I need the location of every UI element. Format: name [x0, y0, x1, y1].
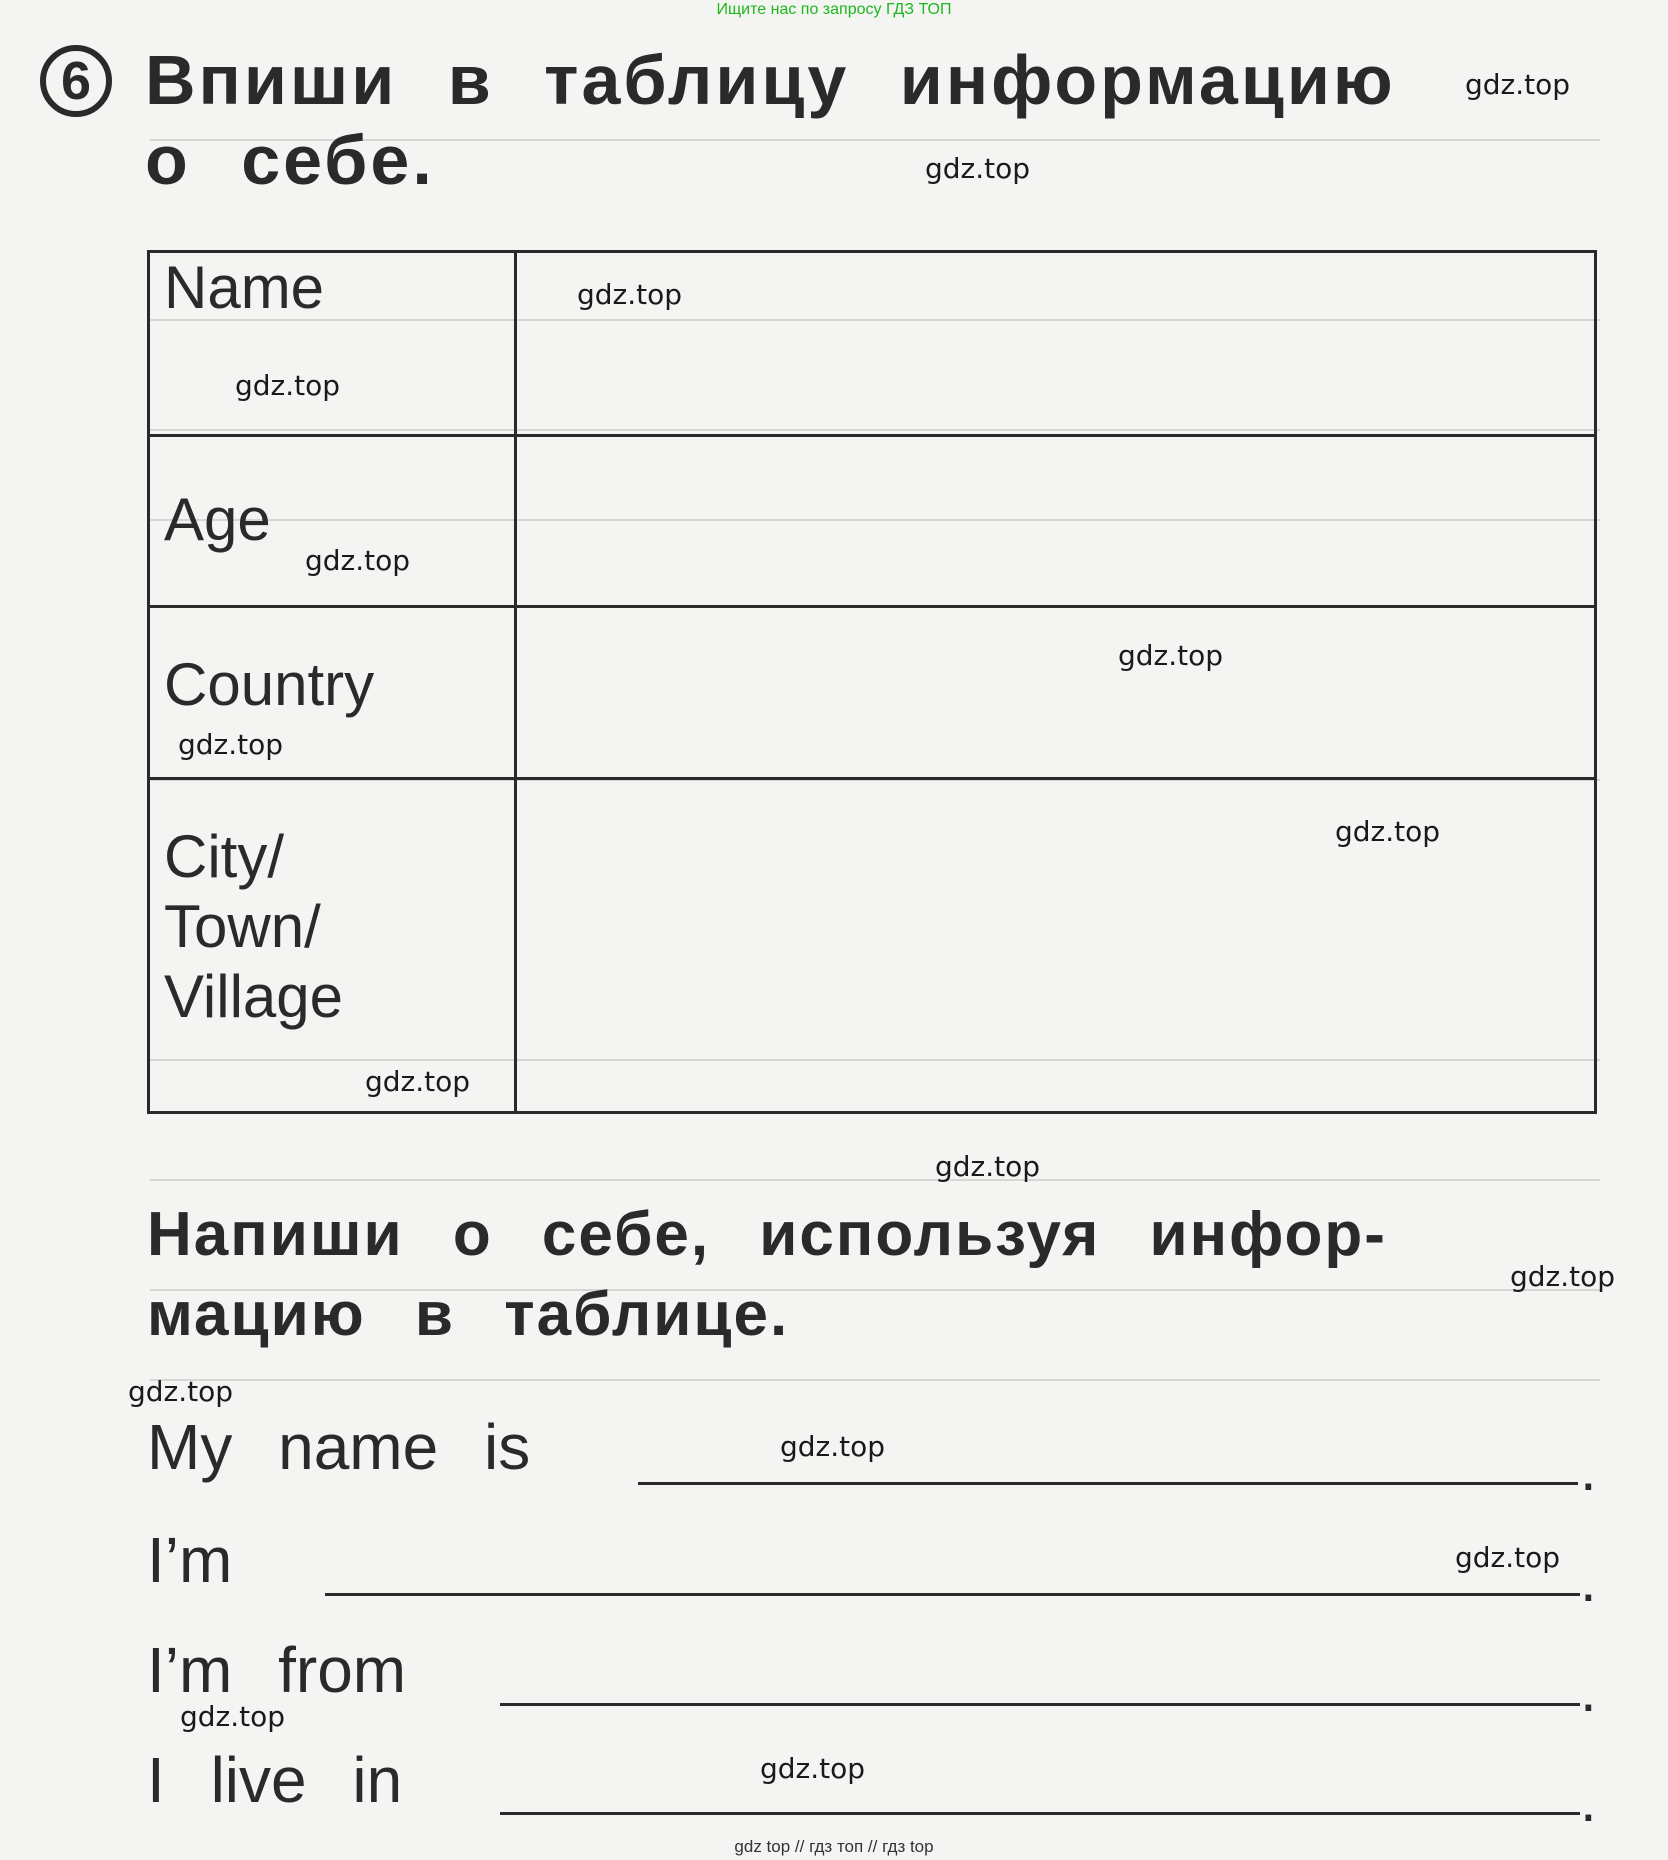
exercise-number-badge: 6 [40, 45, 112, 117]
country-cell[interactable] [516, 607, 1596, 779]
sentence-im-from: I’m from [147, 1634, 407, 1706]
task2-line2: мацию в таблице. [147, 1280, 790, 1349]
watermark: gdz.top [180, 1700, 286, 1733]
watermark: gdz.top [235, 369, 341, 402]
task2-instruction [147, 1195, 1387, 1355]
sentence-i-live-in: I live in [147, 1744, 403, 1816]
label-line: Age [164, 486, 271, 553]
watermark: gdz.top [305, 544, 411, 577]
label-age [149, 436, 516, 607]
watermark: gdz.top [577, 278, 683, 311]
city-blank[interactable] [500, 1812, 1580, 1815]
country-blank[interactable] [500, 1703, 1580, 1706]
label-line: Village [164, 963, 344, 1030]
sentence-my-name: My name is [147, 1411, 531, 1483]
period: . [1580, 1547, 1597, 1614]
bottom-banner[interactable]: gdz top // гдз топ // гдз top [734, 1837, 934, 1856]
info-table [147, 250, 1597, 1114]
name-blank[interactable] [638, 1482, 1578, 1485]
table-row-age [149, 436, 1596, 607]
watermark: gdz.top [1118, 639, 1224, 672]
label-line: Town/ [164, 893, 321, 960]
age-cell[interactable] [516, 436, 1596, 607]
label-line: Name [164, 254, 325, 321]
top-banner[interactable]: Ищите нас по запросу ГДЗ ТОП [716, 1, 952, 18]
age-blank[interactable] [325, 1593, 1580, 1596]
sentence-im: I’m [147, 1524, 233, 1596]
label-city-town-village [149, 779, 516, 1113]
label-line: City/ [164, 823, 284, 890]
exercise-title-line1: Впиши в таблицу информацию [145, 41, 1396, 119]
watermark: gdz.top [1455, 1541, 1561, 1574]
watermark: gdz.top [780, 1430, 886, 1463]
watermark: gdz.top [178, 728, 284, 761]
watermark: gdz.top [760, 1752, 866, 1785]
table-row-country [149, 607, 1596, 779]
watermark: gdz.top [128, 1375, 234, 1408]
task2-line1: Напиши о себе, используя инфор- [147, 1200, 1387, 1269]
watermark: gdz.top [1465, 68, 1571, 101]
period: . [1580, 1657, 1597, 1724]
watermark: gdz.top [1510, 1260, 1616, 1293]
watermark: gdz.top [925, 152, 1031, 185]
watermark: gdz.top [935, 1150, 1041, 1183]
watermark: gdz.top [1335, 815, 1441, 848]
watermark: gdz.top [365, 1065, 471, 1098]
exercise-title-line2: о себе. [145, 121, 435, 199]
label-line: Country [164, 651, 375, 718]
label-name [149, 252, 516, 436]
period: . [1580, 1767, 1597, 1834]
exercise-title [145, 40, 1396, 200]
table-row-name [149, 252, 1596, 436]
period: . [1580, 1436, 1597, 1503]
